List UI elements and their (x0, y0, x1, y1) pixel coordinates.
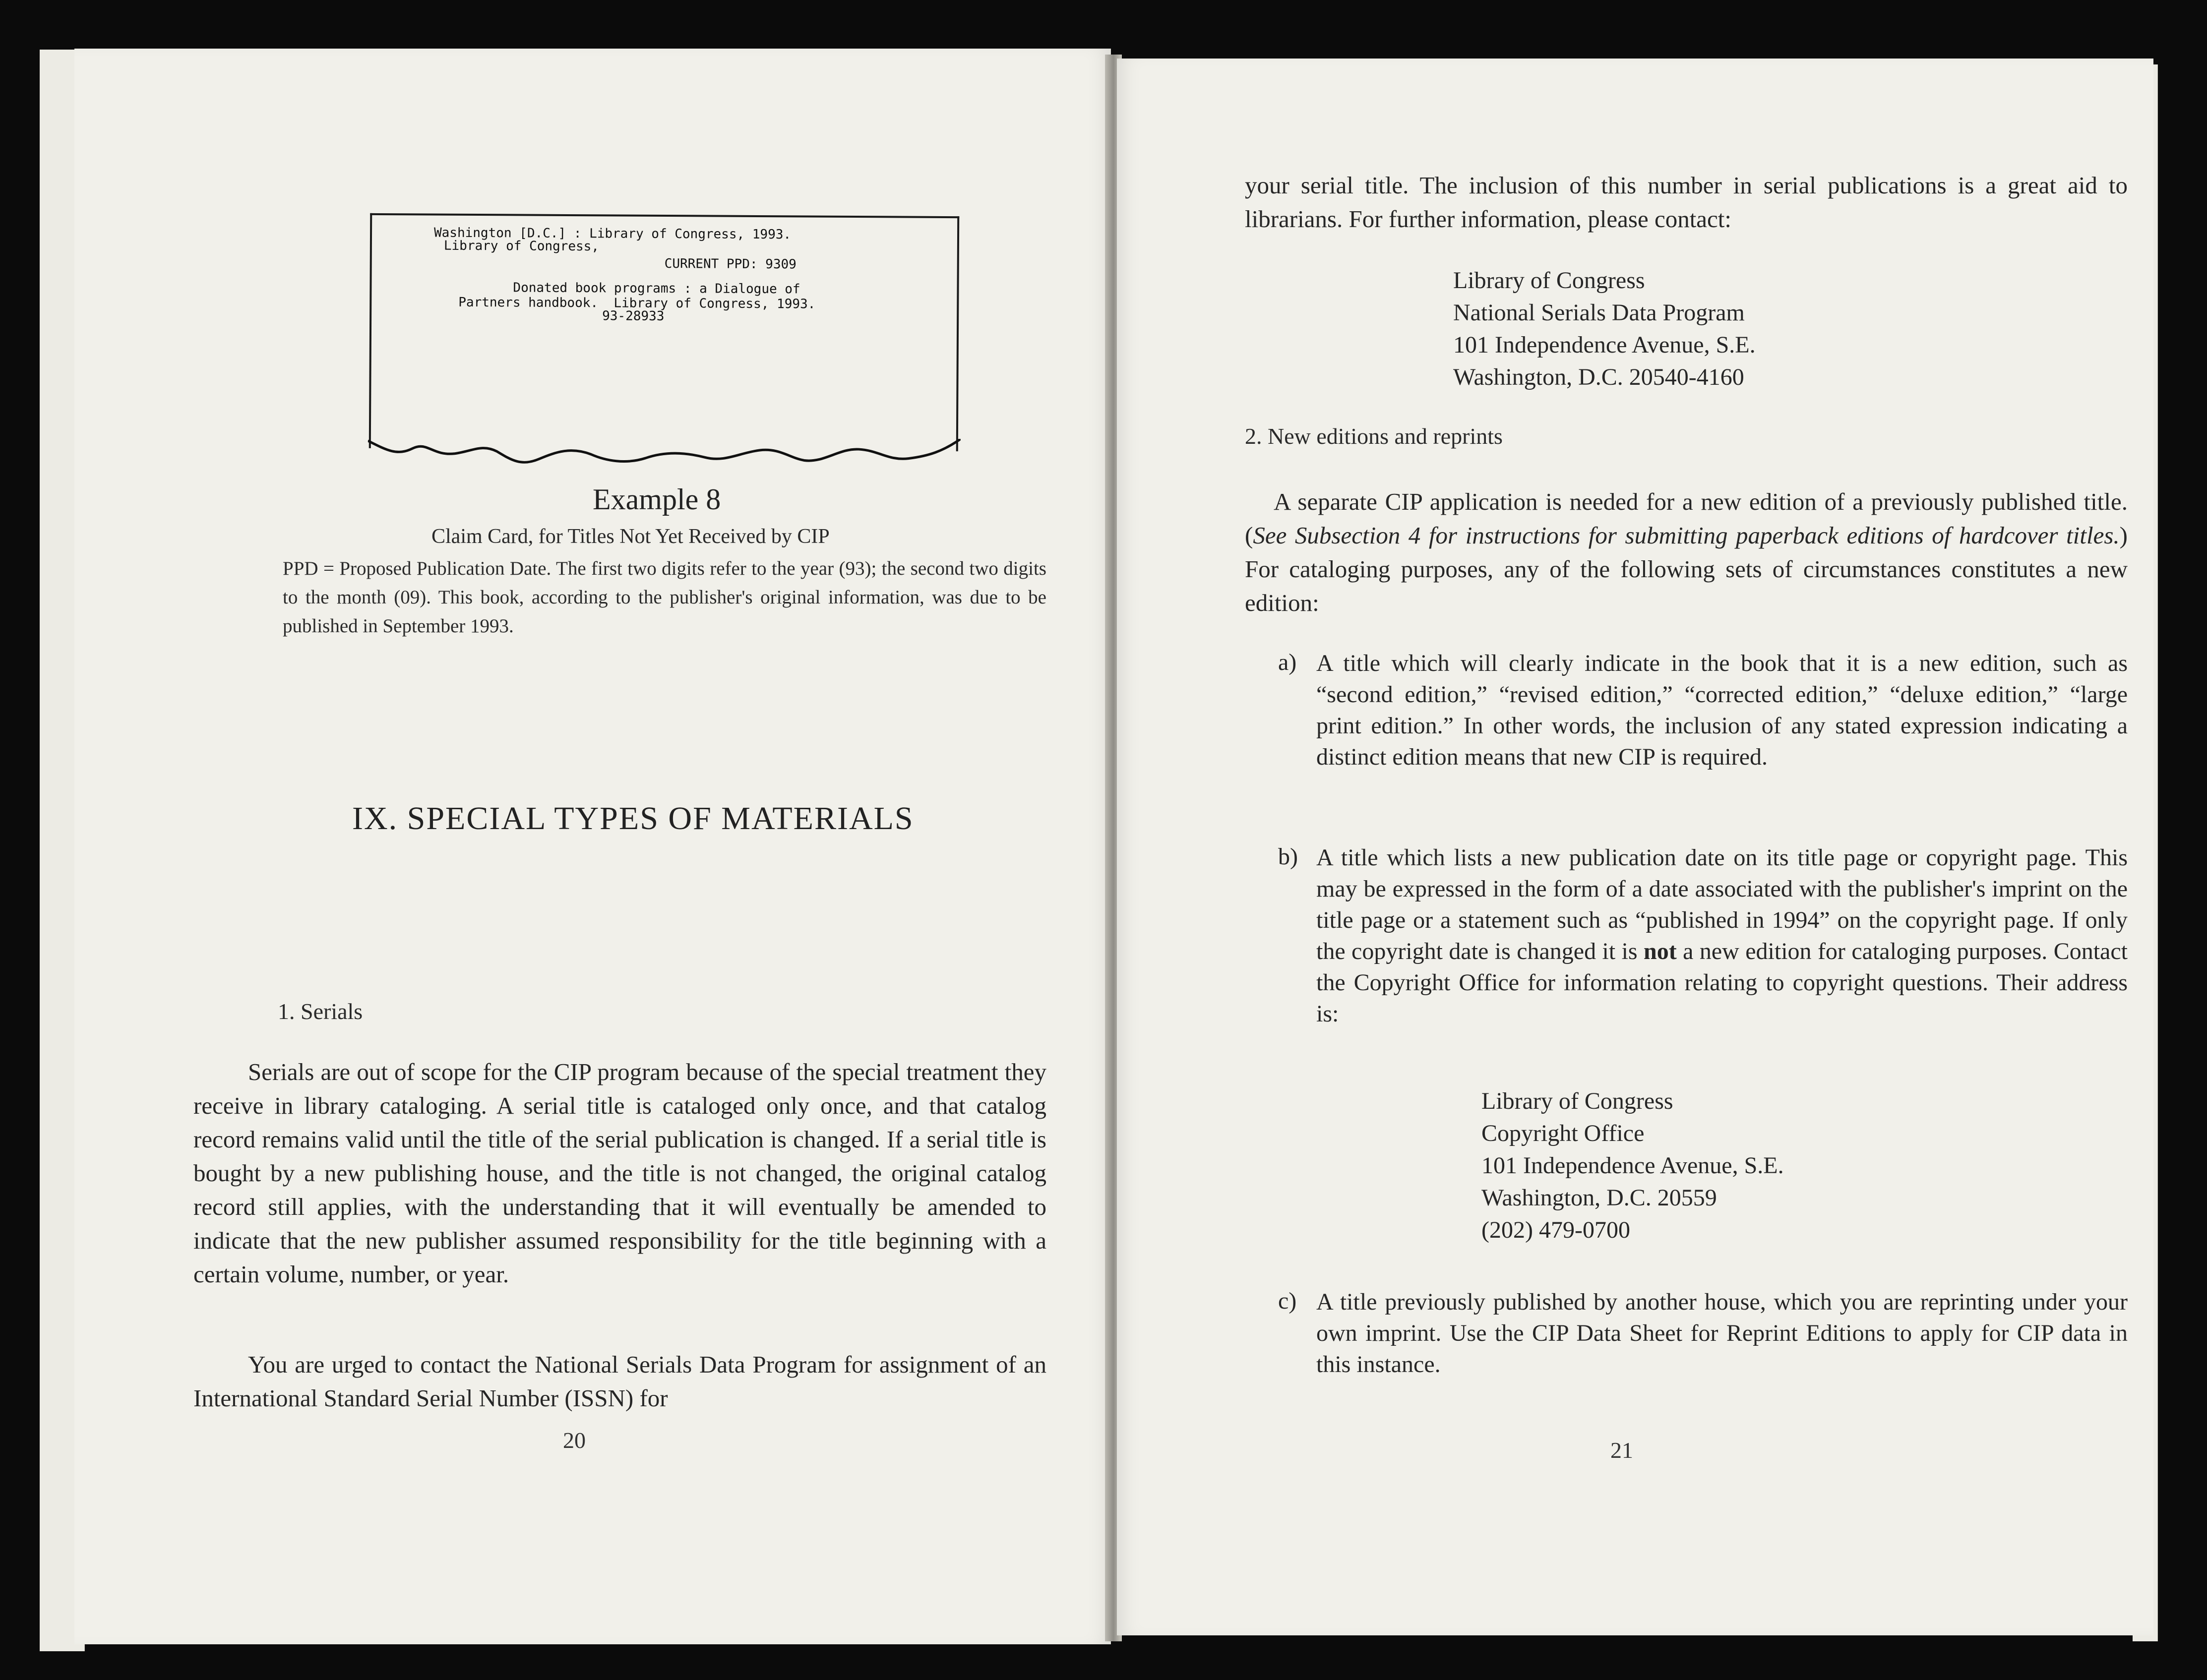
example-note: PPD = Proposed Publication Date. The first two digits refer to the year (93); the second two digits to the month (09). This book, according to the publisher's original information, was due to be published in September 1993. (283, 558, 1046, 637)
list-item-text: A title previously published by another house, which you are reprinting under your own imprint. Use the CIP Data Sheet for Reprint Editions to apply for CIP data in this instance. (1316, 1289, 2128, 1378)
left-page (74, 49, 1111, 1644)
list-item-text (1316, 842, 2128, 1029)
intro-paragraph: your serial title. The inclusion of this number in serial publications is a great aid to librarians. For further information, please contact: (1245, 172, 2128, 233)
card-line: Library of Congress, (443, 238, 600, 254)
address-line: Library of Congress (1453, 267, 1645, 294)
torn-edge-icon (368, 436, 960, 479)
card-line: Washington [D.C.] : Library of Congress, 1993. (433, 225, 792, 242)
nsdp-address (1453, 264, 1756, 393)
section-heading-serials: 1. Serials (278, 999, 363, 1024)
chapter-heading: IX. SPECIAL TYPES OF MATERIALS (352, 800, 914, 837)
item-text-part: a new edition for cataloging purposes. Contact the Copyright Office for information relating to copyright questions. Their address is: (1316, 938, 2128, 1027)
item-bold-word: not (1644, 938, 1677, 964)
page-number: 20 (563, 1428, 586, 1453)
serials-paragraph-2: You are urged to contact the National Serials Data Program for assignment of an International Standard Serial Number (ISSN) for (193, 1351, 1046, 1412)
para-text: A separate CIP application is needed for a new edition of a previously published title. ( (1245, 488, 2128, 549)
editions-paragraph (1245, 485, 2128, 620)
list-item-label: c) (1278, 1288, 1297, 1314)
item-text-part: A title which lists a new publication date on its title page or copyright page. This may be expressed in the form of a date associated with the publisher's imprint on the title page or a statement such as “published in 1994” on the copyright page. If only the copyright date is changed it is (1316, 844, 2128, 964)
card-line: 93-28933 (602, 308, 665, 324)
para-text: ) For cataloging purposes, any of the following sets of circumstances constitutes a new edition: (1245, 522, 2128, 616)
address-line: (202) 479-0700 (1481, 1217, 1630, 1243)
card-line: CURRENT PPD: 9309 (664, 256, 797, 272)
address-line: National Serials Data Program (1453, 300, 1745, 326)
section-heading-editions: 2. New editions and reprints (1245, 423, 1503, 449)
address-line: Library of Congress (1481, 1088, 1673, 1114)
para-italic: See Subsection 4 for instructions for submitting paperback editions of hardcover titles. (1253, 522, 2120, 549)
serials-paragraph: Serials are out of scope for the CIP program because of the special treatment they receive in library cataloging. A serial title is cataloged only once, and that catalog record remains valid until the title of the serial publication is changed. If a serial title is bought by a new publishing house, and the title is not changed, the original catalog record still applies, with the understanding that it will eventually be amended to indicate that the new publisher assumed responsibility for the title beginning with a certain volume, number, or year. (193, 1058, 1046, 1288)
example-subtitle: Claim Card, for Titles Not Yet Received by CIP (431, 525, 830, 548)
address-line: 101 Independence Avenue, S.E. (1453, 332, 1756, 358)
card-line: Partners handbook. Library of Congress, 1993. (458, 295, 816, 312)
list-item-label: a) (1278, 649, 1297, 675)
list-item-text: A title which will clearly indicate in the book that it is a new edition, such as “second edition,” “revised edition,” “corrected edition,” “deluxe edition,” “large print edition.” In other words, the inclusion of any stated expression indicating a distinct edition means that new CIP is required. (1316, 650, 2128, 770)
address-line: Copyright Office (1481, 1120, 1645, 1146)
list-item-label: b) (1278, 843, 1298, 870)
address-line: Washington, D.C. 20559 (1481, 1185, 1717, 1211)
right-page (1117, 59, 2153, 1635)
claim-card (369, 213, 959, 451)
address-line: 101 Independence Avenue, S.E. (1481, 1152, 1784, 1179)
example-title: Example 8 (593, 483, 721, 516)
page-number: 21 (1610, 1438, 1633, 1463)
copyright-office-address (1481, 1085, 1784, 1246)
card-line: Donated book programs : a Dialogue of (513, 280, 800, 297)
address-line: Washington, D.C. 20540-4160 (1453, 364, 1744, 390)
